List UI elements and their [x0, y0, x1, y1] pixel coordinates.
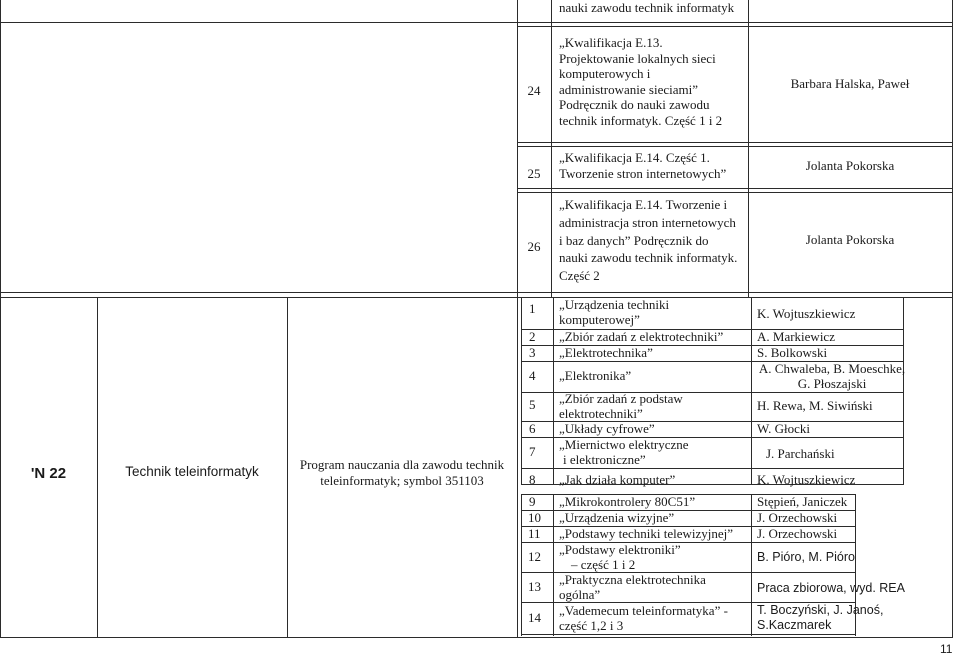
book-title: „Vademecum teleinformatyka” - część 1,2 i 3: [559, 603, 728, 633]
book-title: „Podstawy elektroniki” – część 1 i 2: [559, 542, 681, 572]
row-author: Jolanta Pokorska: [805, 158, 895, 173]
book-author: H. Rewa, M. Siwiński: [757, 398, 873, 413]
book-number: 6: [529, 421, 536, 436]
book-title: „Podstawy techniki telewizyjnej”: [559, 526, 734, 541]
page-number: 11: [940, 642, 953, 654]
row-number: 25: [527, 166, 541, 181]
book-number: 2: [529, 329, 536, 344]
profession-name: Technik teleinformatyk: [125, 464, 259, 479]
book-number: 10: [528, 510, 541, 525]
book-author: J. Parchański: [766, 446, 835, 461]
row-title: „Kwalifikacja E.13. Projektowanie lokalnych sieci komputerowych i administrowanie sieciami” Podręcznik do nauki zawodu technik informatyk. Część 1 i 2: [559, 35, 723, 128]
book-number: 3: [529, 345, 536, 360]
book-title: „Elektronika”: [559, 368, 632, 383]
book-author: J. Orzechowski: [757, 526, 838, 541]
row-number: 26: [527, 239, 541, 254]
book-author: S. Bolkowski: [757, 345, 828, 360]
book-title: „Urządzenia wizyjne”: [559, 510, 675, 525]
book-title: „Praktyczna elektrotechnika ogólna”: [559, 572, 706, 602]
book-author: T. Boczyński, J. Janoś, S.Kaczmarek: [757, 603, 884, 632]
book-number: 8: [529, 472, 536, 487]
book-number: 4: [529, 368, 536, 383]
book-title: „Elektrotechnika”: [559, 345, 653, 360]
row-author: Jolanta Pokorska: [805, 232, 895, 247]
book-number: 12: [528, 549, 541, 564]
book-title: „Jak działa komputer”: [559, 472, 676, 487]
book-author: Stępień, Janiczek: [757, 494, 848, 509]
program-description: Program nauczania dla zawodu technik teleinformatyk; symbol 351103: [299, 457, 505, 488]
book-title: „Urządzenia techniki komputerowej”: [559, 297, 670, 327]
book-title: „Zbiór zadań z elektrotechniki”: [559, 329, 724, 344]
row-title: „Kwalifikacja E.14. Tworzenie i administracja stron internetowych i baz danych” Podręcznik do nauki zawodu technik informatyk. Część 2: [559, 197, 738, 284]
book-author: K. Wojtuszkiewicz: [757, 472, 856, 487]
book-author: A. Chwaleba, B. Moeschke, G. Płoszajski: [758, 361, 906, 391]
program-code: 'N 22: [30, 465, 67, 482]
row-title: „Kwalifikacja E.14. Część 1. Tworzenie stron internetowych”: [559, 150, 727, 181]
book-author: B. Pióro, M. Pióro: [757, 550, 855, 564]
row-number: 24: [527, 83, 541, 98]
book-number: 1: [529, 301, 536, 316]
book-number: 5: [529, 397, 536, 412]
book-author: A. Markiewicz: [757, 329, 835, 344]
book-number: 11: [528, 526, 541, 541]
book-title: „Mikrokontrolery 80C51”: [559, 494, 696, 509]
row-author: Barbara Halska, Paweł: [790, 76, 910, 91]
book-number: 14: [528, 610, 541, 625]
book-author: J. Orzechowski: [757, 510, 838, 525]
book-number: 9: [529, 494, 536, 509]
book-number: 13: [528, 579, 541, 594]
book-title: „Zbiór zadań z podstaw elektrotechniki”: [559, 391, 683, 421]
book-author: W. Głocki: [757, 421, 810, 436]
book-title: „Miernictwo elektryczne i elektroniczne”: [559, 437, 689, 467]
continued-title: nauki zawodu technik informatyk: [559, 0, 735, 15]
book-number: 7: [529, 444, 536, 459]
book-title: „Układy cyfrowe”: [559, 421, 655, 436]
book-author: Praca zbiorowa, wyd. REA: [757, 581, 905, 595]
book-author: K. Wojtuszkiewicz: [757, 306, 856, 321]
